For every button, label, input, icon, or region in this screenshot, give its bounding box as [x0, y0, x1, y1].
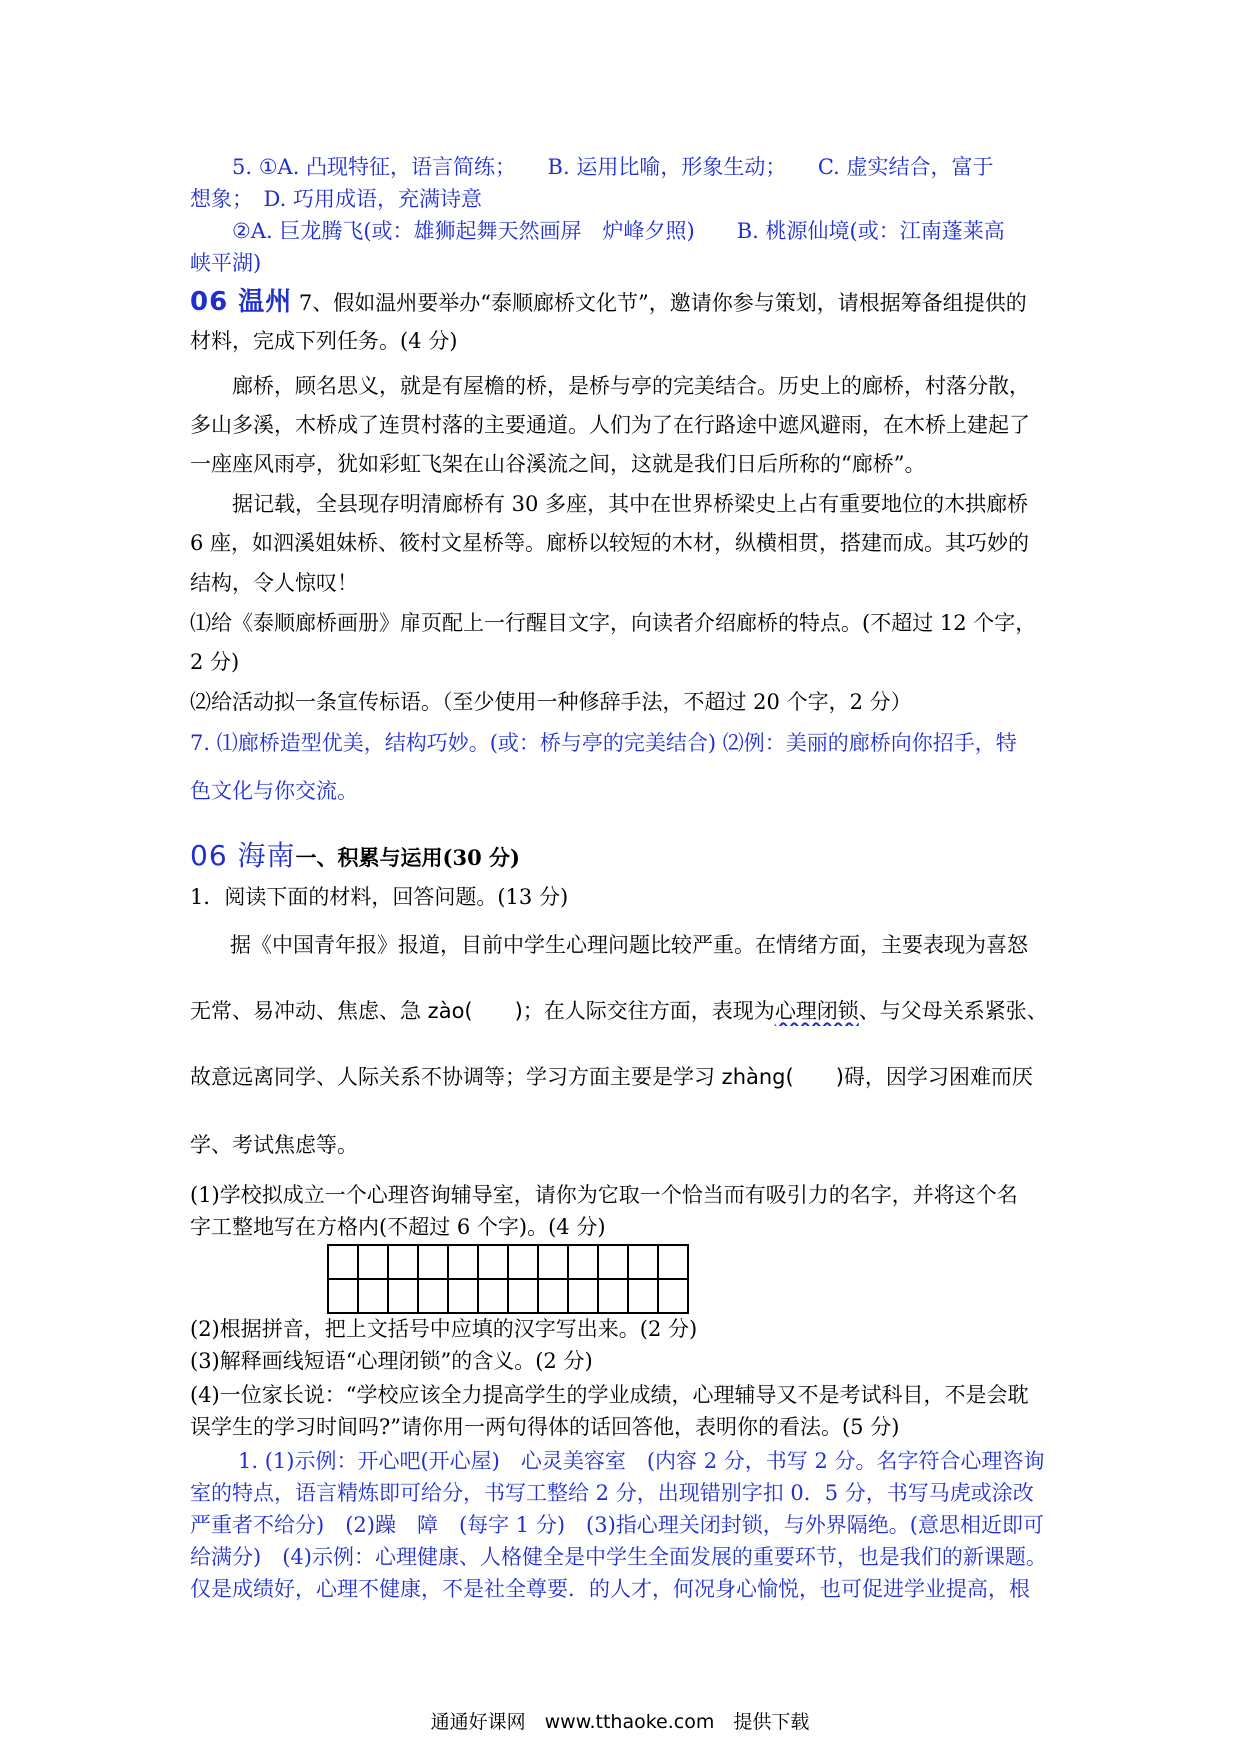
grid-cell[interactable]: [418, 1279, 448, 1313]
grid-row: [328, 1279, 688, 1313]
wenzhou-subquestion-1-line-2: 2 分): [190, 650, 240, 674]
hainan-material-line-3: 故意远离同学、人际关系不协调等；学习方面主要是学习 zhàng( )碍，因学习困难而厌: [190, 1065, 1033, 1089]
wenzhou-question-line-1: [190, 284, 1062, 321]
wenzhou-answer-line-1: 7. ⑴廊桥造型优美，结构巧妙。(或：桥与亭的完美结合) ⑵例：美丽的廊桥向你招手，特: [190, 731, 1017, 755]
hainan-subquestion-1-line-1: (1)学校拟成立一个心理咨询辅导室，请你为它取一个恰当而有吸引力的名字，并将这个名: [190, 1183, 1018, 1207]
hainan-material-line-2a: 无常、易冲动、焦虑、急 zào( )；在人际交往方面，表现为: [190, 999, 775, 1023]
grid-cell[interactable]: [328, 1279, 358, 1313]
grid-cell[interactable]: [658, 1245, 688, 1279]
wenzhou-passage-2-line-2: 6 座，如泗溪姐妹桥、筱村文星桥等。廊桥以较短的木材，纵横相贯，搭建而成。其巧妙的: [190, 531, 1030, 555]
grid-cell[interactable]: [628, 1279, 658, 1313]
hainan-answer-line-5: 仅是成绩好，心理不健康，不是社全尊要．的人才，何况身心愉悦，也可促进学业提高，根: [190, 1577, 1030, 1601]
wenzhou-passage-1-line-1: 廊桥，顾名思义，就是有屋檐的桥，是桥与亭的完美结合。历史上的廊桥，村落分散，: [232, 374, 1030, 398]
wenzhou-subquestion-2: ⑵给活动拟一条宣传标语。（至少使用一种修辞手法，不超过 20 个字，2 分）: [190, 690, 912, 714]
grid-cell[interactable]: [508, 1279, 538, 1313]
answer-5-line-1: 5. ①A. 凸现特征，语言简练； B. 运用比喻，形象生动； C. 虚实结合，富于: [232, 155, 994, 179]
answer-5-line-4: 峡平湖): [190, 251, 262, 275]
hainan-section-title: 一、积累与运用(30 分): [295, 845, 520, 870]
hainan-subquestion-3: (3)解释画线短语“心理闭锁”的含义。(2 分): [190, 1349, 593, 1373]
grid-cell[interactable]: [448, 1279, 478, 1313]
wenzhou-region-tag: 06 温州: [190, 287, 293, 317]
grid-cell[interactable]: [628, 1245, 658, 1279]
hainan-answer-line-3: 严重者不给分) (2)躁 障 (每字 1 分) (3)指心理关闭封锁，与外界隔绝。(意思相近即可: [190, 1513, 1044, 1537]
hainan-answer-line-2: 室的特点，语言精炼即可给分，书写工整给 2 分，出现错别字扣 0．5 分，书写马虎或涂改: [190, 1481, 1034, 1505]
hainan-answer-line-4: 给满分) (4)示例：心理健康、人格健全是中学生全面发展的重要环节，也是我们的新课题。: [190, 1545, 1047, 1569]
grid-cell[interactable]: [328, 1245, 358, 1279]
grid-cell[interactable]: [538, 1279, 568, 1313]
hainan-material-line-4: 学、考试焦虑等。: [190, 1133, 358, 1157]
answer-5-line-3: ②A. 巨龙腾飞(或：雄狮起舞天然画屏 炉峰夕照) B. 桃源仙境(或：江南蓬莱高: [232, 219, 1005, 243]
hainan-material-line-1: 据《中国青年报》报道，目前中学生心理问题比较严重。在情绪方面，主要表现为喜怒: [230, 933, 1028, 957]
grid-cell[interactable]: [538, 1245, 568, 1279]
hainan-subquestion-4-line-2: 误学生的学习时间吗?”请你用一两句得体的话回答他，表明你的看法。(5 分): [190, 1415, 900, 1439]
hainan-question-1: 1．阅读下面的材料，回答问题。(13 分): [190, 885, 569, 909]
wenzhou-subquestion-1-line-1: ⑴给《泰顺廊桥画册》扉页配上一行醒目文字，向读者介绍廊桥的特点。(不超过 12 个字，: [190, 611, 1037, 635]
grid-cell[interactable]: [598, 1279, 628, 1313]
answer-grid[interactable]: [327, 1244, 689, 1314]
hainan-heading: [190, 836, 1062, 878]
grid-row: [328, 1245, 688, 1279]
grid-cell[interactable]: [358, 1279, 388, 1313]
grid-cell[interactable]: [568, 1279, 598, 1313]
page-footer: 通通好课网 www.tthaoke.com 提供下载: [430, 1711, 810, 1733]
grid-cell[interactable]: [508, 1245, 538, 1279]
hainan-subquestion-1-line-2: 字工整地写在方格内(不超过 6 个字)。(4 分): [190, 1215, 606, 1239]
grid-cell[interactable]: [478, 1279, 508, 1313]
wenzhou-passage-2-line-3: 结构，令人惊叹！: [190, 571, 358, 595]
grid-cell[interactable]: [568, 1245, 598, 1279]
hainan-answer-line-1: 1. (1)示例：开心吧(开心屋) 心灵美容室 (内容 2 分，书写 2 分。名字符合心理咨询: [238, 1449, 1045, 1473]
wenzhou-question-line-2: 材料，完成下列任务。(4 分): [190, 329, 458, 353]
hainan-subquestion-2: (2)根据拼音，把上文括号中应填的汉字写出来。(2 分): [190, 1317, 698, 1341]
wenzhou-answer-line-2: 色文化与你交流。: [190, 779, 358, 803]
wenzhou-passage-1-line-3: 一座座风雨亭，犹如彩虹飞架在山谷溪流之间，这就是我们日后所称的“廊桥”。: [190, 452, 926, 476]
grid-cell[interactable]: [418, 1245, 448, 1279]
hainan-region-tag: 06 海南: [190, 839, 296, 872]
hainan-subquestion-4-line-1: (4)一位家长说：“学校应该全力提高学生的学业成绩，心理辅导又不是考试科目，不是会耽: [190, 1383, 1029, 1407]
grid-cell[interactable]: [388, 1245, 418, 1279]
hainan-material-line-2b: 、与父母关系紧张、: [858, 999, 1048, 1023]
grid-cell[interactable]: [658, 1279, 688, 1313]
grid-cell[interactable]: [598, 1245, 628, 1279]
grid-cell[interactable]: [478, 1245, 508, 1279]
wenzhou-question-text: 7、假如温州要举办“泰顺廊桥文化节”，邀请你参与策划，请根据筹备组提供的: [292, 291, 1027, 315]
wenzhou-passage-2-line-1: 据记载，全县现存明清廊桥有 30 多座，其中在世界桥梁史上占有重要地位的木拱廊桥: [232, 492, 1029, 516]
hainan-material-line-2: [190, 996, 1062, 1026]
wenzhou-passage-1-line-2: 多山多溪，木桥成了连贯村落的主要通道。人们为了在行路途中遮风避雨，在木桥上建起了: [190, 413, 1030, 437]
grid-cell[interactable]: [388, 1279, 418, 1313]
grid-cell[interactable]: [448, 1245, 478, 1279]
underlined-phrase: 心理闭锁: [774, 999, 859, 1023]
answer-5-line-2: 想象； D. 巧用成语，充满诗意: [190, 187, 482, 211]
grid-cell[interactable]: [358, 1245, 388, 1279]
